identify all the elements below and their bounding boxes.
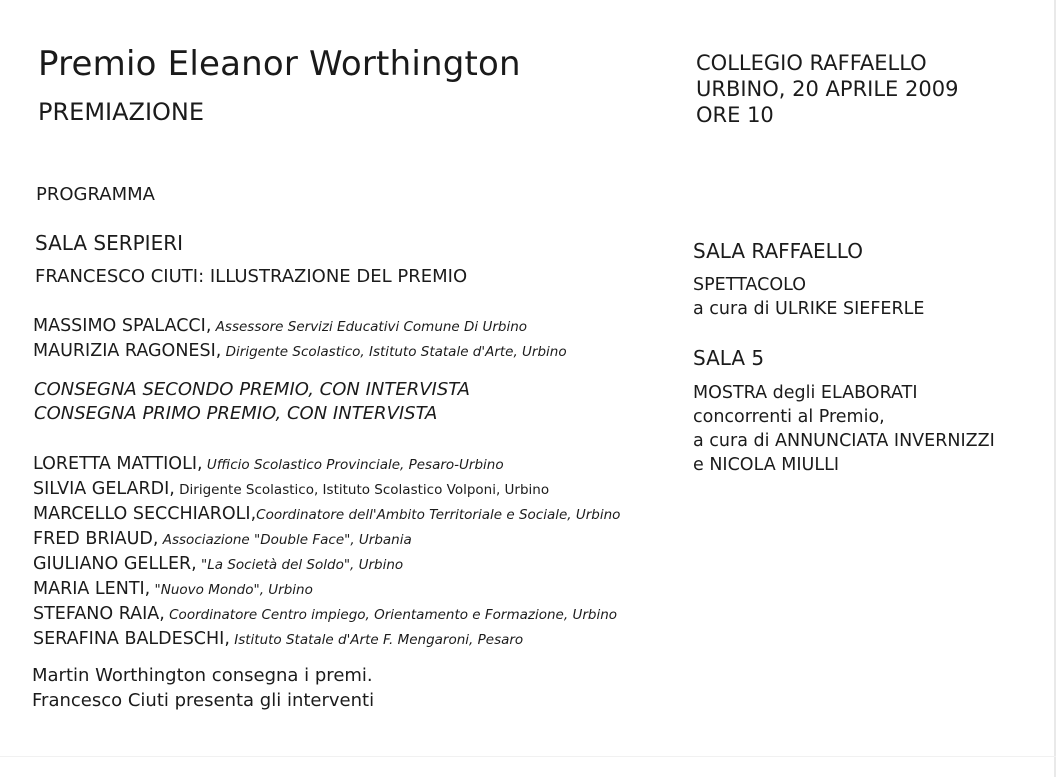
exhibition-line: concorrenti al Premio, [693, 407, 885, 427]
page-subtitle: PREMIAZIONE [38, 98, 205, 126]
speaker-name: STEFANO RAIA, [33, 604, 165, 624]
opening-speakers [33, 314, 567, 364]
prize-illustration-line: FRANCESCO CIUTI: ILLUSTRAZIONE DEL PREMIO [35, 266, 468, 287]
award-line: CONSEGNA SECONDO PREMIO, CON INTERVISTA [34, 379, 470, 400]
closing-line: Francesco Ciuti presenta gli interventi [32, 689, 375, 711]
show-line: a cura di ULRIKE SIEFERLE [693, 299, 925, 319]
exhibition-line: a cura di ANNUNCIATA INVERNIZZI [693, 431, 995, 451]
speaker-name: MARIA LENTI, [33, 579, 151, 599]
speaker-role: Ufficio Scolastico Provinciale, Pesaro-Urbino [202, 457, 504, 473]
speaker-role: Dirigente Scolastico, Istituto Statale d'Arte, Urbino [221, 344, 567, 360]
speaker-role: Istituto Statale d'Arte F. Mengaroni, Pesaro [229, 632, 524, 648]
room-heading-serpieri: SALA SERPIERI [35, 231, 184, 255]
speaker-name: LORETTA MATTIOLI, [33, 454, 203, 474]
speaker-name: MASSIMO SPALACCI, [33, 316, 212, 336]
speaker-entry [33, 577, 620, 602]
speaker-role: "Nuovo Mondo", Urbino [150, 582, 313, 598]
speaker-entry [33, 339, 567, 364]
closing-line: Martin Worthington consegna i premi. [32, 665, 373, 686]
speaker-role: Dirigente Scolastico, Istituto Scolastico Volponi, Urbino [174, 482, 550, 498]
speaker-name: GIULIANO GELLER, [33, 554, 197, 574]
speaker-entry [33, 627, 620, 652]
award-ceremony-lines [34, 378, 470, 426]
award-line: CONSEGNA PRIMO PREMIO, CON INTERVISTA [34, 403, 438, 424]
venue-line: URBINO, 20 APRILE 2009 [696, 77, 959, 101]
venue-line: ORE 10 [696, 103, 774, 127]
show-line: SPETTACOLO [693, 275, 806, 295]
room-heading-sala-5: SALA 5 [693, 346, 765, 370]
exhibition-block [693, 381, 995, 477]
page-title: Premio Eleanor Worthington [38, 44, 521, 84]
speaker-role: Coordinatore Centro impiego, Orientamento e Formazione, Urbino [164, 607, 618, 623]
speaker-name: SERAFINA BALDESCHI, [33, 629, 230, 649]
speaker-name: SILVIA GELARDI, [33, 479, 175, 499]
speaker-entry [33, 552, 620, 577]
guest-speakers [33, 452, 620, 652]
exhibition-line: MOSTRA degli ELABORATI [693, 383, 918, 403]
speaker-entry [33, 477, 620, 502]
closing-notes [32, 664, 374, 713]
room-heading-raffaello: SALA RAFFAELLO [693, 239, 863, 263]
exhibition-line: e NICOLA MIULLI [693, 455, 839, 475]
speaker-name: MARCELLO SECCHIAROLI, [33, 504, 257, 524]
show-block [693, 273, 924, 321]
speaker-entry [33, 527, 620, 552]
venue-line: COLLEGIO RAFFAELLO [696, 51, 927, 75]
scan-line [0, 756, 1056, 757]
venue-block [696, 50, 958, 128]
speaker-entry [33, 452, 620, 477]
program-label: PROGRAMMA [36, 184, 155, 205]
speaker-role: Assessore Servizi Educativi Comune Di Urbino [211, 319, 528, 335]
speaker-entry [33, 602, 620, 627]
speaker-role: Coordinatore dell'Ambito Territoriale e Sociale, Urbino [256, 507, 621, 523]
speaker-role: Associazione "Double Face", Urbania [158, 532, 412, 548]
speaker-entry [33, 314, 567, 339]
speaker-role: "La Società del Soldo", Urbino [196, 557, 404, 573]
speaker-name: MAURIZIA RAGONESI, [33, 341, 222, 361]
speaker-name: FRED BRIAUD, [33, 529, 159, 549]
speaker-entry [33, 502, 620, 527]
